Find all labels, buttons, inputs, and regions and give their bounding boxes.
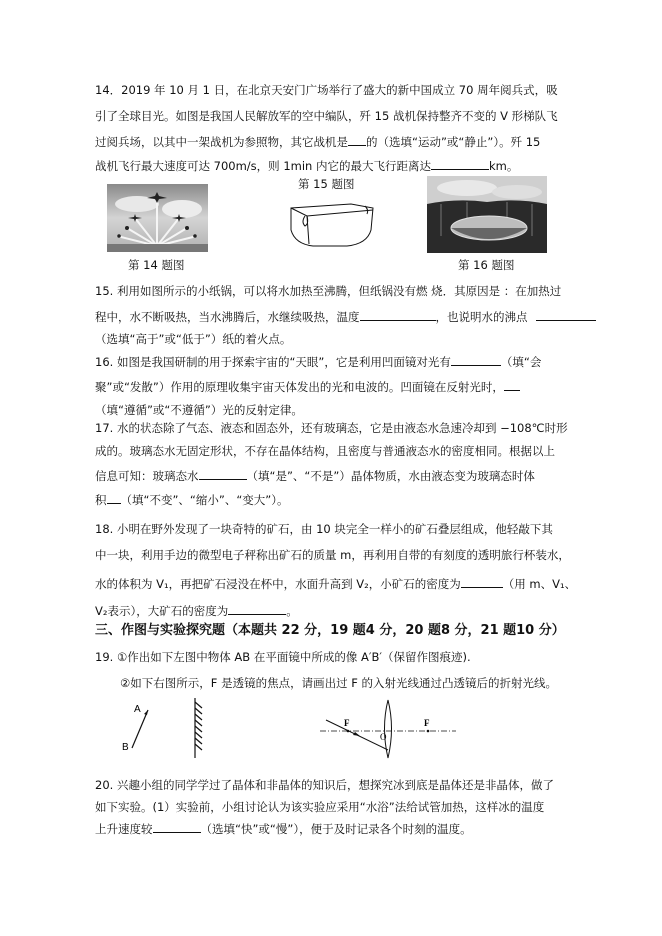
q17-line-3-text-a: 信息可知：玻璃态水	[95, 469, 199, 483]
label-o: O	[380, 732, 387, 742]
q18-line-3-text-b: （用 m、V₁、	[502, 577, 577, 591]
focal-point-right	[427, 730, 430, 733]
q17-line-1: 17. 水的状态除了气态、液态和固态外，还有玻璃态，它是由液态水急速冷却到 −108℃时形	[95, 421, 568, 435]
q14-answer-blank-1[interactable]	[348, 134, 366, 146]
q15-line-2-text-a: 程中，水不断吸热，当水沸腾后，水继续吸热，温度	[95, 310, 360, 324]
q19-line-1: 19. ①作出如下左图中物体 AB 在平面镜中所成的像 A′B′（保留作图痕迹).	[95, 650, 471, 664]
figure-15-paper-pot	[287, 200, 377, 252]
focal-point-left	[347, 730, 350, 733]
q20-line-3-text-a: 上升速度较	[95, 822, 153, 836]
q14-line-1: 14．2019 年 10 月 1 日，在北京天安门广场举行了盛大的新中国成立 70 周年阅兵式，吸	[95, 83, 558, 97]
q14-line-4-text-b: km。	[489, 159, 519, 173]
q18-line-3	[95, 576, 585, 591]
jet-formation-photo	[107, 184, 208, 252]
fast-telescope-photo	[427, 176, 547, 253]
object-ab-arrow-line	[132, 710, 148, 748]
q20-answer-blank-1[interactable]	[153, 821, 201, 833]
q18-answer-blank-2[interactable]	[228, 603, 286, 615]
q17-answer-blank-1[interactable]	[199, 468, 247, 480]
q14-line-3-text-a: 过阅兵场，以其中一架战机为参照物，其它战机是	[95, 135, 348, 149]
label-a: A	[134, 704, 141, 715]
q19-line-2: ②如下右图所示，F 是透镜的焦点，请画出过 F 的入射光线通过凸透镜后的折射光线。	[120, 676, 558, 690]
q16-line-3: （填“遵循”或“不遵循”）光的反射定律。	[95, 403, 303, 417]
q19-lens-diagram	[318, 698, 458, 760]
q14-answer-blank-2[interactable]	[431, 158, 489, 170]
q15-answer-blank-2[interactable]	[536, 309, 596, 321]
q16-answer-blank-2[interactable]	[504, 379, 520, 391]
q20-line-3	[95, 821, 585, 836]
q15-line-1: 15. 利用如图所示的小纸锅，可以将水加热至沸腾，但纸锅没有燃 烧．其原因是 ：在加热过	[95, 284, 562, 298]
plane-mirror-figure	[120, 692, 220, 764]
figure-15-caption: 第 15 题图	[298, 177, 355, 191]
q16-line-1-text-b: （填“会	[500, 355, 542, 369]
q17-line-2: 成的。玻璃态水无固定形状，不存在晶体结构，且密度与普通液态水的密度相同。根据以上	[95, 444, 555, 458]
label-f-left: F	[344, 718, 350, 728]
q20-line-2: 如下实验。(1）实验前，小组讨论认为该实验应采用“水浴”法给试管加热，这样冰的温度	[95, 800, 545, 814]
q16-line-2	[95, 379, 585, 394]
q15-line-2	[95, 309, 585, 324]
q20-line-3-text-b: （选填“快”或“慢”），便于及时记录各个时刻的温度。	[200, 822, 472, 836]
q18-line-3-text-a: 水的体积为 V₁，再把矿石浸没在杯中，水面升高到 V₂，小矿石的密度为	[95, 577, 461, 591]
q14-line-2: 引了全球目光。如图是我国人民解放军的空中编队，歼 15 战机保持整齐不变的 V 形梯队飞	[95, 109, 558, 123]
q15-line-2-text-b: ，也说明水的沸点	[435, 310, 528, 324]
q16-line-2-text: 聚”或“发散”）作用的原理收集宇宙天体发出的光和电波的。凹面镜在反射光时，	[95, 380, 504, 394]
q18-line-2: 中一块，利用手边的微型电子秤称出矿石的质量 m，再利用自带的有刻度的透明旅行杯装水，	[95, 548, 570, 562]
q16-line-1-text-a: 16. 如图是我国研制的用于探索宇宙的“天眼”，它是利用凹面镜对光有	[95, 355, 451, 369]
q18-line-4-text-b: 。	[286, 604, 298, 618]
figure-16-caption: 第 16 题图	[458, 258, 515, 272]
mirror-hatching	[195, 702, 202, 750]
figure-14-jet-formation	[107, 184, 208, 252]
label-b: B	[122, 742, 129, 753]
figure-16-fast-telescope	[427, 176, 547, 253]
q17-line-4-text-a: 积	[95, 493, 107, 507]
q17-answer-blank-2[interactable]	[107, 492, 121, 504]
q18-line-4-text-a: V₂表示），大矿石的密度为	[95, 604, 229, 618]
q20-line-1: 20. 兴趣小组的同学学过了晶体和非晶体的知识后，想探究冰到底是晶体还是非晶体，做了	[95, 778, 554, 792]
q18-answer-blank-1[interactable]	[461, 576, 503, 588]
q16-line-1	[95, 354, 585, 369]
convex-lens-figure	[318, 698, 458, 760]
q17-line-4	[95, 492, 585, 507]
q17-line-4-text-b: （填“不变”、“缩小”、“变大”）。	[120, 493, 289, 507]
q14-line-4-text-a: 战机飞行最大速度可达 700m/s，则 1min 内它的最大飞行距离达	[95, 159, 431, 173]
paper-pot-drawing	[287, 200, 377, 252]
q14-line-3-text-b: 的（选填“运动”或“静止”）。歼 15	[366, 135, 541, 149]
label-f-right: F	[424, 718, 430, 728]
q17-line-3-text-b: （填“是”、“不是”）晶体物质，水由液态变为玻璃态时体	[246, 469, 535, 483]
arrow-head-icon	[144, 710, 148, 715]
q14-line-4	[95, 158, 585, 173]
q18-line-1: 18. 小明在野外发现了一块奇特的矿石，由 10 块完全一样小的矿石叠层组成，他轻敲下其	[95, 522, 553, 536]
ray-arrow-icon	[353, 732, 360, 736]
figure-14-caption: 第 14 题图	[128, 258, 185, 272]
q18-line-4	[95, 603, 585, 618]
section-3-heading: 三、作图与实验探究题（本题共 22 分，19 题4 分，20 题8 分，21 题10 分）	[95, 623, 565, 638]
q14-line-3	[95, 134, 585, 149]
q16-answer-blank-1[interactable]	[451, 354, 501, 366]
q15-answer-blank-1[interactable]	[360, 309, 436, 321]
q17-line-3	[95, 468, 585, 483]
q15-line-3: （选填“高于”或“低于”）纸的着火点。	[95, 332, 292, 346]
q19-mirror-diagram	[120, 692, 220, 764]
